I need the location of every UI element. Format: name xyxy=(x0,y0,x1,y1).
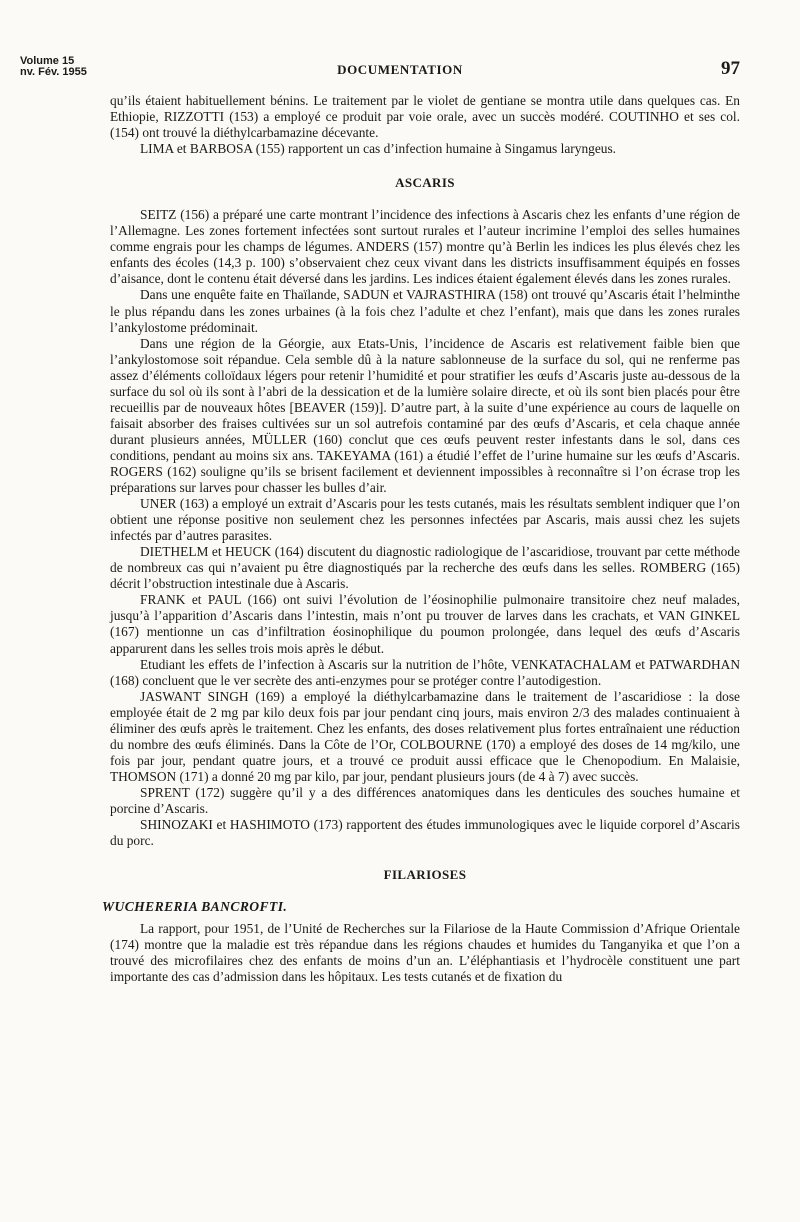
paragraph: DIETHELM et HEUCK (164) discutent du diagnostic radiologique de l’ascaridiose, trouvant par cette méthode de nombreux cas qui n’avaient pu être diagnostiqués par la recherche des œufs dans les selles. ROMBERG (165) décrit l’obstruction intestinale due à Ascaris. xyxy=(110,544,740,592)
running-title: DOCUMENTATION xyxy=(337,62,463,77)
paragraph: SHINOZAKI et HASHIMOTO (173) rapportent des études immunologiques avec le liquide corporel d’Ascaris du porc. xyxy=(110,817,740,849)
paragraph: UNER (163) a employé un extrait d’Ascaris pour les tests cutanés, mais les résultats semblent indiquer que l’on obtient une réponse positive non seulement chez les personnes infectées par Ascaris, mais aussi chez les sujets infectés par d’autres parasites. xyxy=(110,496,740,544)
paragraph: Dans une région de la Géorgie, aux Etats-Unis, l’incidence de Ascaris est relativement faible bien que l’ankylostomose soit répandue. Cela semble dû à la nature sablonneuse de la surface du sol, qui ne renferme pas assez d’éléments colloïdaux légers pour retenir l’humidité et pour stratifier les œufs d’Ascaris juste au-dessous de la surface du sol où ils sont à l’abri de la dessication et de la lumière solaire directe, et où ils sont bien placés pour être recueillis par de nouveaux hôtes [BEAVER (159)]. D’autre part, à la suite d’une expérience au cours de laquelle on faisait absorber des fraises cultivées sur un sol autrefois contaminé par des œufs d’Ascaris, et cela chaque année durant plusieurs années, MÜLLER (160) conclut que ces œufs peuvent rester infestants dans le sol, dans ces conditions, pendant au moins six ans. TAKEYAMA (161) a étudié l’effet de l’urine humaine sur les œufs d’Ascaris. ROGERS (162) souligne qu’ils se brisent facilement et deviennent impossibles à reconnaître si l’on écrase trop les préparations sur larves pour chasser les bulles d’air. xyxy=(110,335,740,496)
paragraph: JASWANT SINGH (169) a employé la diéthylcarbamazine dans le traitement de l’ascaridiose : la dose employée était de 2 mg par kilo deux fois par jour pendant cinq jours, mais environ 2/3 des malades continuaient à éliminer des œufs après le traitement. Chez les enfants, des doses relativement plus fortes entraînaient une réduction du nombre des œufs éliminés. Dans la Côte de l’Or, COLBOURNE (170) a employé des doses de 14 mg/kilo, une fois par jour, pendant quatre jours, et a trouvé ce produit aussi efficace que le Chenopodium. En Malaisie, THOMSON (171) a donné 20 mg par kilo, par jour, pendant plusieurs jours (de 4 à 7) avec succès. xyxy=(110,688,740,784)
paragraph: LIMA et BARBOSA (155) rapportent un cas d’infection humaine à Singamus laryngeus. xyxy=(140,141,617,157)
page-number: 97 xyxy=(721,58,740,79)
paragraph: SEITZ (156) a préparé une carte montrant l’incidence des infections à Ascaris chez les enfants d’une région de l’Allemagne. Les zones fortement infectées sont surtout rurales et l’auteur incrimine l’emploi des selles humaines comme engrais pour les champs de légumes. ANDERS (157) montre qu’à Berlin les indices les plus élevés chez les enfants des écoles (14,3 p. 100) s’observaient chez ceux vivant dans les districts insuffisamment équipés en fosses d’aisance, dont le contenu était déversé dans les jardins. Les indices étaient également élevés dans les zones rurales. xyxy=(110,207,740,287)
section-heading-ascaris: ASCARIS xyxy=(395,175,455,191)
paragraph: Dans une enquête faite en Thaïlande, SADUN et VAJRASTHIRA (158) ont trouvé qu’Ascaris était l’helminthe le plus répandu dans les zones urbaines (à la fois chez l’adulte et chez l’enfant), mais que dans les zones rurales l’ankylostome prédominait. xyxy=(110,287,740,335)
paragraph: SPRENT (172) suggère qu’il y a des différences anatomiques dans les denticules des souches humaine et porcine d’Ascaris. xyxy=(110,784,740,816)
paragraph: Etudiant les effets de l’infection à Ascaris sur la nutrition de l’hôte, VENKATACHALAM et PATWARDHAN (168) concluent que le ver secrète des anti-enzymes pour se protéger contre l’autodigestion. xyxy=(110,656,740,688)
paragraph: qu’ils étaient habituellement bénins. Le traitement par le violet de gentiane se montra utile dans quelques cas. En Ethiopie, RIZZOTTI (153) a employé ce produit par voie orale, avec un succès modéré. COUTINHO et ses col. (154) ont trouvé la diéthylcarbamazine décevante. xyxy=(110,93,740,141)
section-heading-filarioses: FILARIOSES xyxy=(383,867,467,883)
paragraph: FRANK et PAUL (166) ont suivi l’évolution de l’éosinophilie pulmonaire transitoire chez neuf malades, jusqu’à l’apparition d’Ascaris dans l’intestin, mais n’ont pu trouver de larves dans les crachats, et VAN GINKEL (167) mentionne un cas d’infiltration éosinophilique du poumon prolongée, dans lequel des œufs d’Ascaris apparurent dans les selles trois mois après le début. xyxy=(110,592,740,656)
page-body xyxy=(102,93,740,985)
subsection-heading-wuchereria: WUCHERERIA BANCROFTI. xyxy=(102,899,288,915)
volume-number: Volume 15 xyxy=(20,55,75,67)
issue-date: nv. Fév. 1955 xyxy=(20,66,87,78)
paragraph: La rapport, pour 1951, de l’Unité de Recherches sur la Filariose de la Haute Commission d’Afrique Orientale (174) montre que la maladie est très répandue dans les régions chaudes et humides du Tanganyika et que l’on a trouvé des microfilaires chez des enfants de moins d’un an. L’éléphantiasis et l’hydrocèle constituent une part importante des cas d’admission dans les hôpitaux. Les tests cutanés et de fixation du xyxy=(110,921,740,985)
